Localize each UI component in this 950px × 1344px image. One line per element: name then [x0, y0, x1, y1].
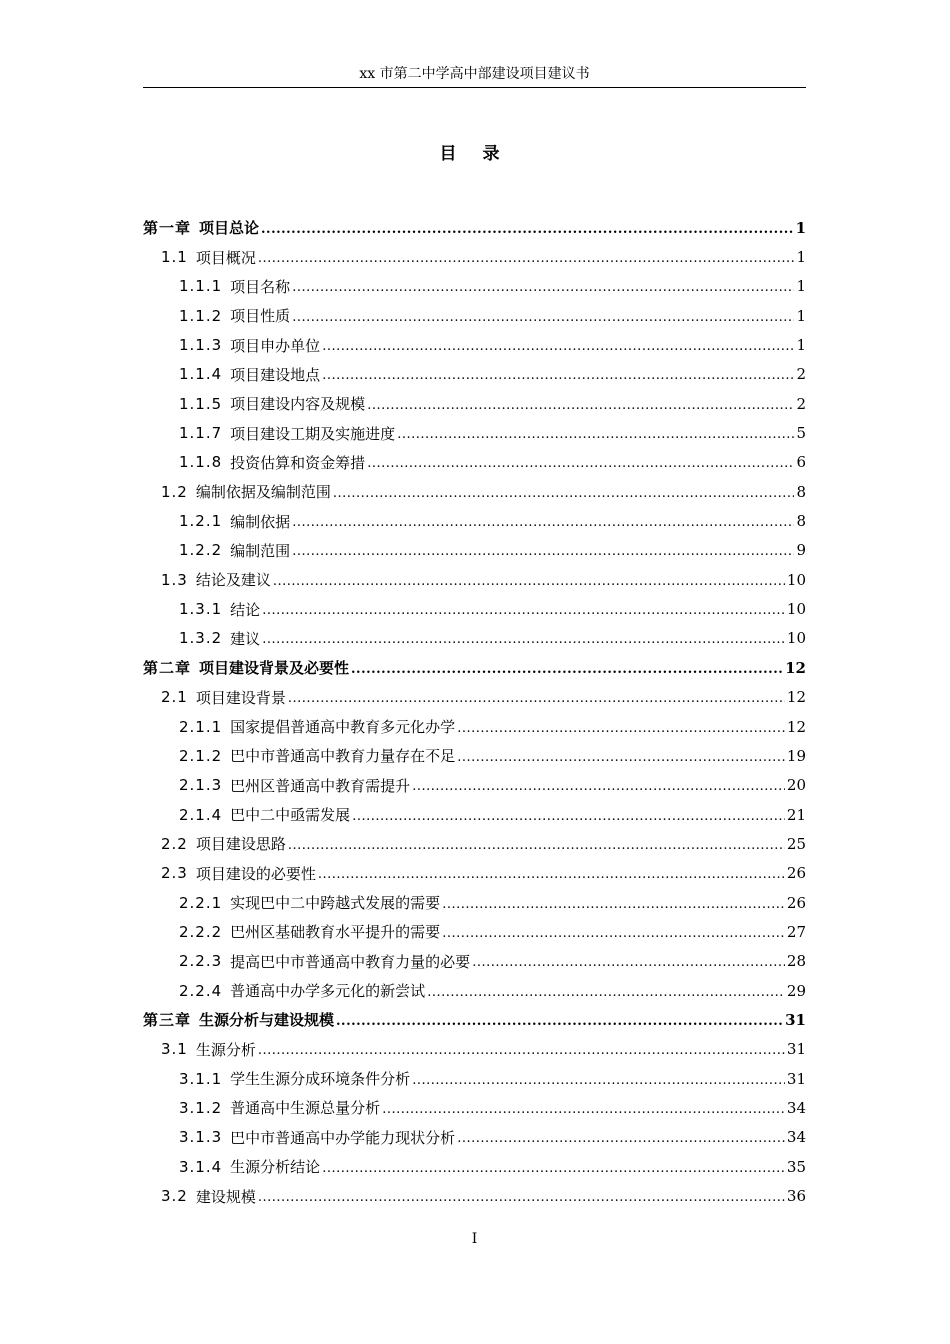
toc-entry-number: 2.1.2: [179, 746, 223, 765]
toc-entry-page: 29: [786, 981, 806, 1000]
toc-entry-page: 31: [786, 1040, 806, 1059]
toc-entry-number: 2.2.3: [179, 952, 223, 971]
toc-subsection-entry[interactable]: [143, 976, 806, 1005]
toc-section-entry[interactable]: [143, 565, 806, 594]
dot-leader: [322, 1158, 785, 1176]
toc-subsection-entry[interactable]: [143, 624, 806, 653]
dot-leader: [262, 600, 785, 618]
toc-entry-number: 3.1: [161, 1040, 188, 1059]
dot-leader: [442, 894, 785, 912]
toc-entry-page: 26: [786, 864, 806, 883]
toc-entry-page: 1: [796, 306, 806, 325]
toc-entry-title: 项目名称: [230, 277, 291, 296]
dot-leader: [261, 219, 794, 237]
dot-leader: [412, 1070, 785, 1088]
toc-entry-title: 编制依据及编制范围: [195, 483, 331, 502]
toc-entry-title: 编制依据: [230, 512, 291, 531]
toc-entry-page: 27: [786, 922, 806, 941]
toc-subsection-entry[interactable]: [143, 301, 806, 330]
toc-subsection-entry[interactable]: [143, 1093, 806, 1122]
toc-entry-number: 2.2: [161, 834, 188, 853]
toc-entry-page: 12: [785, 658, 806, 677]
toc-entry-page: 1: [796, 248, 806, 267]
dot-leader: [318, 864, 785, 882]
dot-leader: [457, 1128, 785, 1146]
toc-subsection-entry[interactable]: [143, 771, 806, 800]
dot-leader: [273, 571, 785, 589]
toc-chapter-entry[interactable]: [143, 213, 806, 242]
toc-chapter-entry[interactable]: [143, 1005, 806, 1034]
dot-leader: [472, 952, 785, 970]
dot-leader: [352, 806, 785, 824]
toc-entry-title: 巴中市普通高中教育力量存在不足: [230, 747, 456, 766]
toc-section-entry[interactable]: [143, 859, 806, 888]
dot-leader: [322, 336, 794, 354]
toc-entry-title: 项目建设思路: [195, 835, 286, 854]
toc-entry-title: 项目建设背景: [195, 688, 286, 707]
toc-entry-number: 1.2: [161, 482, 188, 501]
toc-entry-title: 建设规模: [195, 1187, 256, 1206]
toc-entry-number: 1.1.8: [179, 453, 223, 472]
toc-entry-title: 普通高中办学多元化的新尝试: [230, 982, 426, 1001]
toc-entry-title: 生源分析: [195, 1040, 256, 1059]
toc-chapter-entry[interactable]: [143, 653, 806, 682]
toc-entry-title: 项目申办单位: [230, 336, 321, 355]
table-of-contents: [143, 213, 806, 1211]
toc-entry-number: 2.2.1: [179, 893, 223, 912]
toc-entry-page: 1: [796, 277, 806, 296]
toc-entry-title: 项目性质: [230, 307, 291, 326]
toc-entry-title: 巴州区普通高中教育需提升: [230, 776, 411, 795]
toc-subsection-entry[interactable]: [143, 888, 806, 917]
toc-subsection-entry[interactable]: [143, 800, 806, 829]
toc-entry-page: 12: [786, 688, 806, 707]
toc-entry-number: 3.1.1: [179, 1069, 223, 1088]
running-header: xx 市第二中学高中部建设项目建议书: [359, 66, 590, 82]
toc-entry-title: 项目建设工期及实施进度: [230, 424, 396, 443]
toc-entry-page: 5: [796, 424, 806, 443]
toc-entry-number: 3.1.4: [179, 1157, 223, 1176]
toc-subsection-entry[interactable]: [143, 536, 806, 565]
dot-leader: [351, 659, 783, 677]
toc-entry-title: 实现巴中二中跨越式发展的需要: [230, 894, 441, 913]
toc-entry-number: 1.3.2: [179, 629, 223, 648]
dot-leader: [367, 453, 794, 471]
toc-entry-page: 12: [786, 717, 806, 736]
toc-subsection-entry[interactable]: [143, 389, 806, 418]
toc-entry-page: 10: [786, 629, 806, 648]
toc-entry-number: 第二章: [143, 659, 192, 678]
toc-subsection-entry[interactable]: [143, 272, 806, 301]
toc-subsection-entry[interactable]: [143, 594, 806, 623]
toc-entry-number: 2.1.1: [179, 717, 223, 736]
toc-entry-page: 19: [786, 746, 806, 765]
toc-subsection-entry[interactable]: [143, 947, 806, 976]
toc-entry-number: 1.3: [161, 570, 188, 589]
toc-entry-number: 第三章: [143, 1011, 192, 1030]
toc-subsection-entry[interactable]: [143, 741, 806, 770]
toc-entry-number: 1.1: [161, 248, 188, 267]
toc-entry-title: 项目总论: [199, 219, 260, 238]
toc-entry-title: 普通高中生源总量分析: [230, 1099, 381, 1118]
toc-entry-number: 1.2.2: [179, 541, 223, 560]
toc-section-entry[interactable]: [143, 683, 806, 712]
dot-leader: [262, 629, 785, 647]
toc-entry-page: 1: [796, 336, 806, 355]
toc-section-entry[interactable]: [143, 1181, 806, 1210]
dot-leader: [382, 1099, 785, 1117]
toc-subsection-entry[interactable]: [143, 1123, 806, 1152]
toc-entry-page: 2: [796, 365, 806, 384]
dot-leader: [292, 277, 794, 295]
dot-leader: [457, 747, 785, 765]
toc-subsection-entry[interactable]: [143, 1064, 806, 1093]
toc-entry-title: 编制范围: [230, 541, 291, 560]
toc-entry-number: 2.1.3: [179, 776, 223, 795]
toc-entry-number: 1.3.1: [179, 600, 223, 619]
dot-leader: [322, 365, 794, 383]
dot-leader: [292, 512, 794, 530]
toc-subsection-entry[interactable]: [143, 330, 806, 359]
dot-leader: [427, 982, 785, 1000]
dot-leader: [367, 395, 794, 413]
toc-entry-page: 28: [786, 952, 806, 971]
toc-entry-title: 巴中二中亟需发展: [230, 806, 351, 825]
toc-entry-number: 2.2.4: [179, 981, 223, 1000]
toc-subsection-entry[interactable]: [143, 360, 806, 389]
dot-leader: [258, 1187, 785, 1205]
toc-entry-title: 提高巴中市普通高中教育力量的必要: [230, 952, 471, 971]
toc-entry-number: 3.1.2: [179, 1098, 223, 1117]
toc-entry-number: 1.1.3: [179, 336, 223, 355]
dot-leader: [292, 541, 794, 559]
dot-leader: [258, 248, 795, 266]
toc-entry-page: 26: [786, 893, 806, 912]
toc-subsection-entry[interactable]: [143, 418, 806, 447]
toc-entry-number: 1.2.1: [179, 512, 223, 531]
toc-entry-page: 31: [786, 1069, 806, 1088]
toc-entry-title: 项目建设内容及规模: [230, 395, 366, 414]
toc-entry-page: 6: [796, 453, 806, 472]
dot-leader: [412, 776, 785, 794]
dot-leader: [457, 718, 785, 736]
toc-entry-number: 2.3: [161, 864, 188, 883]
toc-entry-page: 2: [796, 394, 806, 413]
toc-entry-page: 34: [786, 1098, 806, 1117]
toc-entry-title: 国家提倡普通高中教育多元化办学: [230, 718, 456, 737]
toc-entry-page: 1: [795, 218, 806, 237]
toc-entry-title: 投资估算和资金筹措: [230, 453, 366, 472]
toc-entry-number: 2.1: [161, 688, 188, 707]
toc-entry-title: 巴中市普通高中办学能力现状分析: [230, 1128, 456, 1147]
toc-entry-title: 项目概况: [195, 248, 256, 267]
toc-section-entry[interactable]: [143, 242, 806, 271]
toc-entry-page: 10: [786, 570, 806, 589]
toc-entry-page: 34: [786, 1128, 806, 1147]
toc-entry-title: 巴州区基础教育水平提升的需要: [230, 923, 441, 942]
toc-section-entry[interactable]: [143, 1035, 806, 1064]
toc-entry-page: 8: [796, 482, 806, 501]
toc-subsection-entry[interactable]: [143, 712, 806, 741]
toc-entry-number: 1.1.5: [179, 394, 223, 413]
toc-entry-number: 1.1.7: [179, 424, 223, 443]
toc-entry-page: 31: [785, 1010, 806, 1029]
dot-leader: [288, 835, 785, 853]
toc-entry-page: 35: [786, 1157, 806, 1176]
toc-title: 目 录: [439, 144, 510, 164]
toc-entry-number: 1.1.2: [179, 306, 223, 325]
toc-entry-number: 3.2: [161, 1187, 188, 1206]
toc-entry-title: 建议: [230, 629, 261, 648]
page-number: I: [471, 1231, 478, 1247]
toc-entry-number: 第一章: [143, 219, 192, 238]
toc-section-entry[interactable]: [143, 477, 806, 506]
dot-leader: [288, 688, 785, 706]
toc-subsection-entry[interactable]: [143, 1152, 806, 1181]
toc-entry-number: 3.1.3: [179, 1128, 223, 1147]
toc-subsection-entry[interactable]: [143, 448, 806, 477]
toc-entry-page: 21: [786, 805, 806, 824]
toc-entry-title: 项目建设背景及必要性: [199, 659, 350, 678]
toc-entry-page: 10: [786, 600, 806, 619]
toc-entry-page: 20: [786, 776, 806, 795]
toc-entry-number: 1.1.1: [179, 277, 223, 296]
toc-entry-number: 2.2.2: [179, 922, 223, 941]
toc-entry-number: 2.1.4: [179, 805, 223, 824]
toc-entry-page: 9: [796, 541, 806, 560]
dot-leader: [397, 424, 794, 442]
header-rule: [143, 87, 806, 88]
dot-leader: [333, 483, 795, 501]
toc-subsection-entry[interactable]: [143, 917, 806, 946]
toc-subsection-entry[interactable]: [143, 506, 806, 535]
toc-entry-title: 学生生源分成环境条件分析: [230, 1070, 411, 1089]
toc-entry-title: 生源分析结论: [230, 1158, 321, 1177]
toc-entry-title: 项目建设地点: [230, 365, 321, 384]
toc-entry-title: 结论: [230, 600, 261, 619]
toc-entry-number: 1.1.4: [179, 365, 223, 384]
toc-entry-page: 25: [786, 834, 806, 853]
dot-leader: [258, 1040, 785, 1058]
toc-entry-page: 36: [786, 1187, 806, 1206]
toc-entry-title: 结论及建议: [195, 571, 271, 590]
toc-entry-page: 8: [796, 512, 806, 531]
dot-leader: [336, 1011, 783, 1029]
dot-leader: [442, 923, 785, 941]
toc-section-entry[interactable]: [143, 829, 806, 858]
dot-leader: [292, 307, 794, 325]
toc-entry-title: 生源分析与建设规模: [199, 1011, 335, 1030]
toc-entry-title: 项目建设的必要性: [195, 864, 316, 883]
